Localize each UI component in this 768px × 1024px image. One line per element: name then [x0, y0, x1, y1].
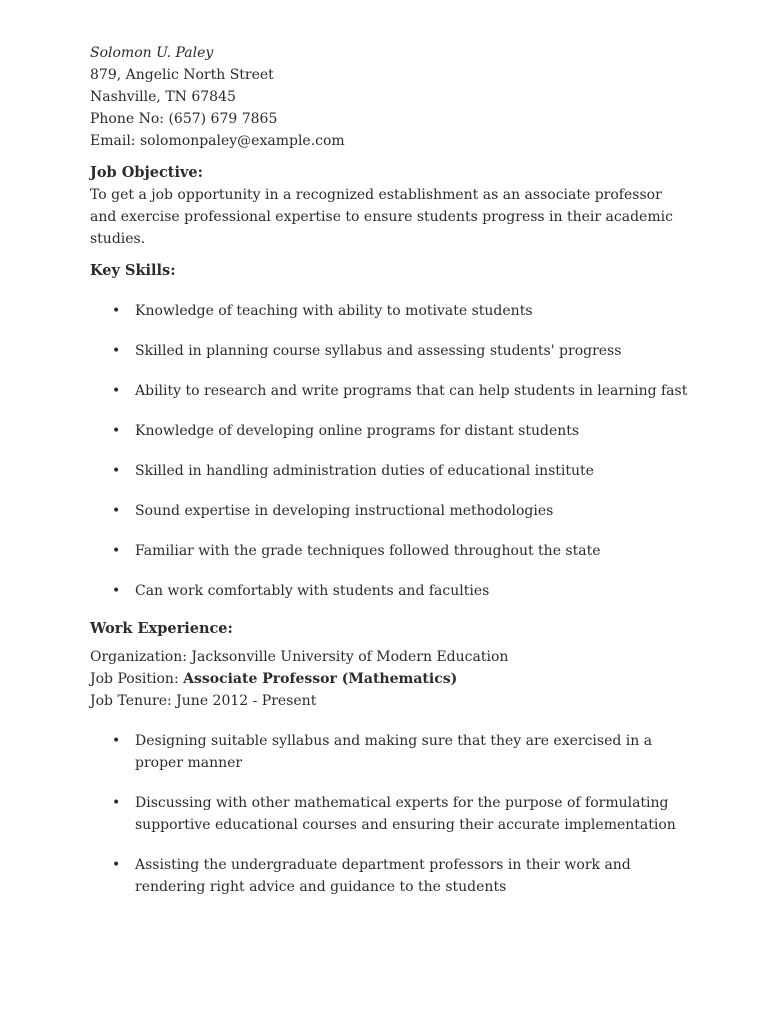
bullet-icon: • — [112, 857, 121, 873]
list-item — [90, 854, 695, 898]
skill-text: Skilled in planning course syllabus and assessing students' progress — [135, 343, 622, 359]
position-label: Job Position: — [90, 671, 184, 687]
list-item — [90, 460, 695, 482]
position-line — [90, 668, 708, 690]
objective-text: To get a job opportunity in a recognized establishment as an associate professor and exercise professional expertise to ensure students progress in their academic studies. — [90, 187, 673, 247]
address-line-1: 879, Angelic North Street — [90, 67, 274, 83]
phone-line: Phone No: (657) 679 7865 — [90, 111, 278, 127]
skill-text: Skilled in handling administration duties of educational institute — [135, 463, 594, 479]
skill-text: Knowledge of developing online programs for distant students — [135, 423, 580, 439]
bullet-icon: • — [112, 733, 121, 749]
list-item — [90, 340, 695, 362]
objective-section — [90, 162, 708, 250]
list-item — [90, 420, 695, 442]
duties-list — [90, 730, 708, 898]
duty-text: Designing suitable syllabus and making sure that they are exercised in a proper manner — [135, 733, 653, 771]
skills-list — [90, 300, 708, 602]
bullet-icon: • — [112, 463, 121, 479]
bullet-icon: • — [112, 303, 121, 319]
bullet-icon: • — [112, 583, 121, 599]
skill-text: Knowledge of teaching with ability to motivate students — [135, 303, 533, 319]
bullet-icon: • — [112, 503, 121, 519]
duty-text: Assisting the undergraduate department professors in their work and rendering right advice and guidance to the students — [135, 857, 631, 895]
address-line-2: Nashville, TN 67845 — [90, 89, 236, 105]
skill-text: Sound expertise in developing instructional methodologies — [135, 503, 554, 519]
organization-line: Organization: Jacksonville University of Modern Education — [90, 649, 509, 665]
bullet-icon: • — [112, 343, 121, 359]
list-item — [90, 730, 695, 774]
candidate-name: Solomon U. Paley — [90, 45, 214, 61]
list-item — [90, 300, 695, 322]
list-item — [90, 380, 695, 402]
email-line: Email: solomonpaley@example.com — [90, 133, 345, 149]
bullet-icon: • — [112, 423, 121, 439]
contact-block — [90, 42, 708, 152]
list-item — [90, 500, 695, 522]
bullet-icon: • — [112, 383, 121, 399]
skill-text: Ability to research and write programs that can help students in learning fast — [135, 383, 688, 399]
experience-section — [90, 618, 708, 898]
skills-heading: Key Skills: — [90, 262, 176, 279]
list-item — [90, 580, 695, 602]
bullet-icon: • — [112, 795, 121, 811]
skills-section — [90, 260, 708, 602]
objective-heading: Job Objective: — [90, 164, 203, 181]
list-item — [90, 540, 695, 562]
tenure-line: Job Tenure: June 2012 - Present — [90, 693, 317, 709]
position-value: Associate Professor (Mathematics) — [183, 671, 458, 687]
bullet-icon: • — [112, 543, 121, 559]
list-item — [90, 792, 695, 836]
experience-heading: Work Experience: — [90, 620, 233, 637]
skill-text: Familiar with the grade techniques followed throughout the state — [135, 543, 601, 559]
duty-text: Discussing with other mathematical experts for the purpose of formulating supportive educational courses and ensuring their accurate implementation — [135, 795, 676, 833]
skill-text: Can work comfortably with students and faculties — [135, 583, 490, 599]
